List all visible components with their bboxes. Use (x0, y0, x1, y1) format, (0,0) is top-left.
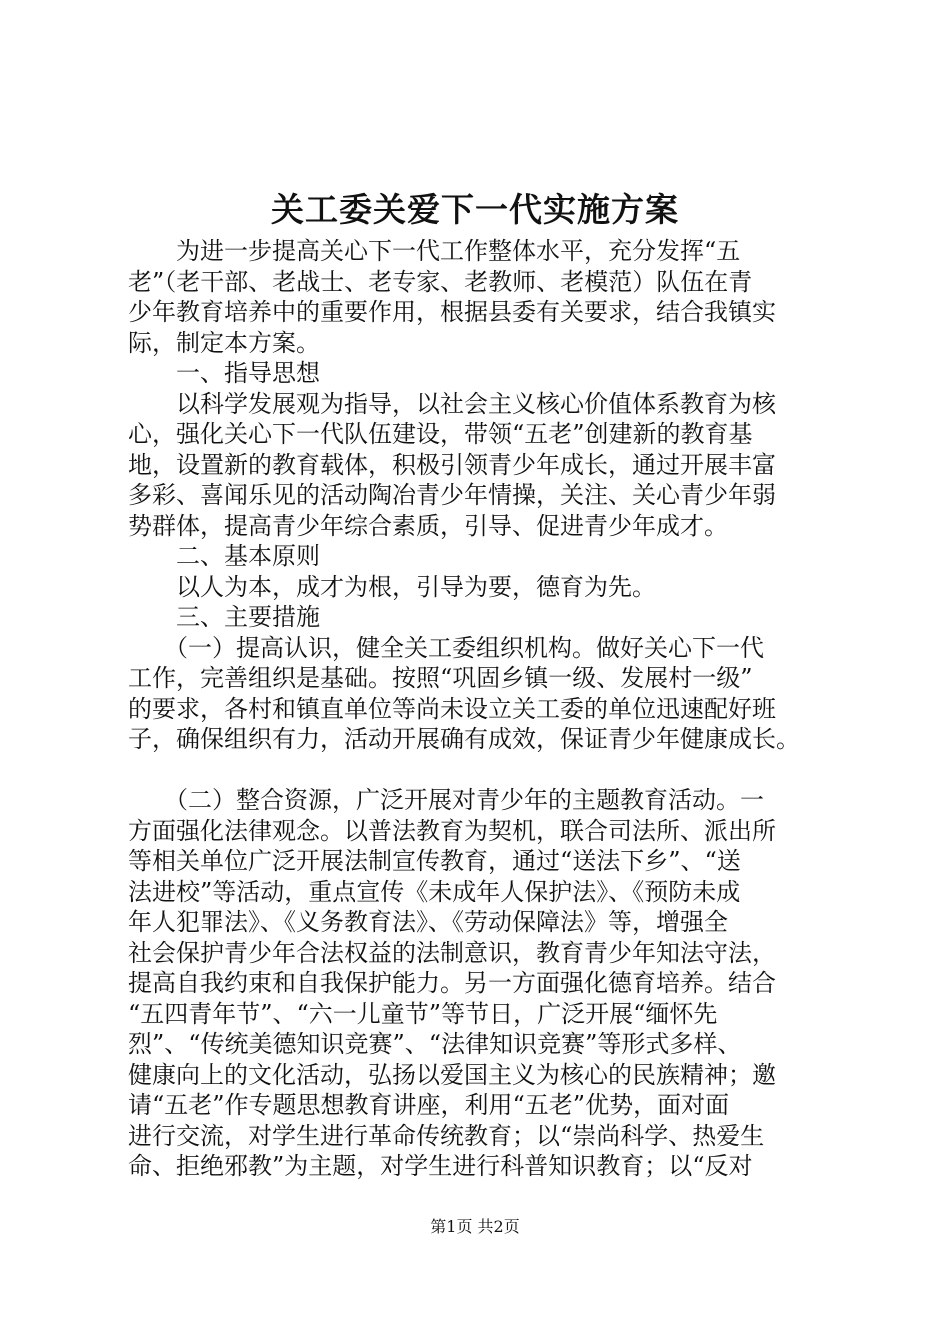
body-line: 烈”、“传统美德知识竞赛”、“法律知识竞赛”等形式多样、 (128, 1030, 742, 1058)
body-line: 工作，完善组织是基础。按照“巩固乡镇一级、发展村一级” (128, 664, 753, 692)
document-body (128, 236, 828, 1182)
body-line: 方面强化法律观念。以普法教育为契机，联合司法所、派出所 (128, 816, 776, 845)
body-line: 老”（老干部、老战士、老专家、老教师、老模范）队伍在青 (128, 267, 753, 296)
body-line: 以科学发展观为指导，以社会主义核心价值体系教育为核 (128, 389, 776, 418)
page-footer: 第1页 共2页 (430, 1217, 520, 1236)
body-line: 多彩、喜闻乐见的活动陶冶青少年情操，关注、关心青少年弱 (128, 481, 776, 509)
body-line: 法进校”等活动，重点宣传《未成年人保护法》、《预防未成 (128, 877, 741, 906)
body-line: 际，制定本方案。 (128, 328, 320, 357)
body-line: 势群体，提高青少年综合素质，引导、促进青少年成才。 (128, 511, 728, 540)
body-line: 为进一步提高关心下一代工作整体水平，充分发挥“五 (128, 237, 741, 265)
body-line: 地，设置新的教育载体，积极引领青少年成长，通过开展丰富 (128, 450, 776, 479)
body-line: 社会保护青少年合法权益的法制意识，教育青少年知法守法， (128, 938, 776, 967)
body-line: 年人犯罪法》、《义务教育法》、《劳动保障法》等，增强全 (128, 908, 728, 936)
body-line: （一）提高认识，健全关工委组织机构。做好关心下一代 (128, 633, 764, 662)
body-line: 二、基本原则 (128, 542, 320, 570)
blank-line (128, 755, 828, 786)
body-line: 等相关单位广泛开展法制宣传教育，通过“送法下乡”、“送 (128, 847, 741, 875)
body-line: （二）整合资源，广泛开展对青少年的主题教育活动。一 (128, 786, 764, 814)
body-line: 一、指导思想 (128, 359, 320, 387)
body-line: 提高自我约束和自我保护能力。另一方面强化德育培养。结合 (128, 969, 776, 997)
body-line: 三、主要措施 (128, 603, 320, 631)
document-title: 关工委关爱下一代实施方案 (271, 190, 679, 229)
body-line: 的要求，各村和镇直单位等尚未设立关工委的单位迅速配好班 (128, 694, 776, 723)
body-line: 心，强化关心下一代队伍建设，带领“五老”创建新的教育基 (128, 420, 753, 448)
body-line: 子，确保组织有力，活动开展确有成效，保证青少年健康成长。 (128, 725, 800, 753)
body-line: 健康向上的文化活动，弘扬以爱国主义为核心的民族精神；邀 (128, 1060, 776, 1089)
body-line: 请“五老”作专题思想教育讲座，利用“五老”优势，面对面 (128, 1091, 730, 1119)
body-line: 以人为本，成才为根，引导为要，德育为先。 (128, 572, 656, 601)
body-line: 命、拒绝邪教”为主题，对学生进行科普知识教育；以“反对 (128, 1152, 753, 1180)
body-line: 进行交流，对学生进行革命传统教育；以“崇尚科学、热爱生 (128, 1121, 765, 1150)
body-line: “五四青年节”、“六一儿童节”等节日，广泛开展“缅怀先 (128, 999, 718, 1028)
body-line: 少年教育培养中的重要作用，根据县委有关要求，结合我镇实 (128, 298, 776, 326)
